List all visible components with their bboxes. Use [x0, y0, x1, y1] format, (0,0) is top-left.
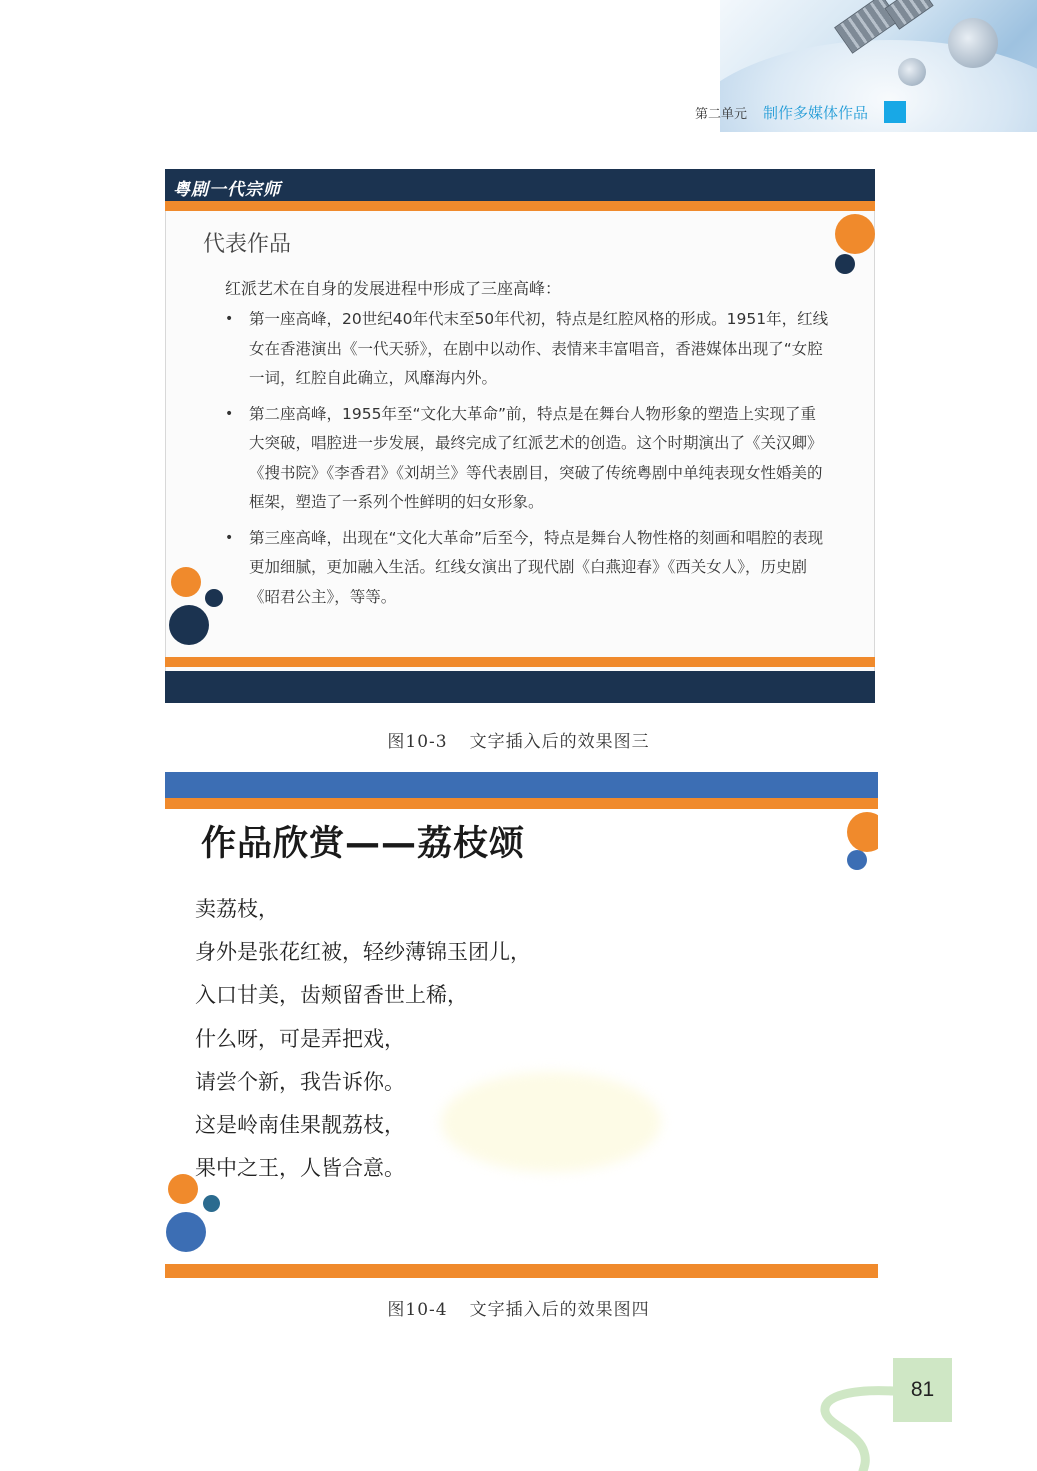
slide-intro: 红派艺术在自身的发展进程中形成了三座高峰：	[225, 279, 562, 298]
decor-circle-teal	[203, 1195, 220, 1212]
poem-line: 请尝个新，我告诉你。	[195, 1069, 405, 1094]
poem-line: 什么呀，可是弄把戏，	[195, 1026, 405, 1051]
figure-caption	[0, 1295, 1037, 1320]
bullet-dot: •	[225, 311, 234, 327]
decor-circle-orange	[835, 214, 875, 254]
bullet-dot: •	[225, 529, 234, 546]
slide-heading: 代表作品	[203, 232, 292, 257]
satellite-dish	[948, 18, 998, 68]
poem-line: 果中之王，人皆合意。	[195, 1156, 405, 1181]
list-item	[221, 524, 831, 613]
satellite-dish	[898, 58, 926, 86]
page-number: 81	[893, 1358, 952, 1422]
decor-circle-orange	[168, 1174, 198, 1204]
page-swirl-decoration	[815, 1385, 895, 1471]
poem-line: 这是岭南佳果靓荔枝，	[195, 1113, 405, 1138]
bullet-text: 第三座高峰，出现在“文化大革命”后至今，特点是舞台人物性格的刻画和唱腔的表现更加细腻，更加融入生活。红线女演出了现代剧《白燕迎春》《西关女人》，历史剧《昭君公主》，等等。	[249, 528, 824, 606]
running-header	[695, 101, 906, 123]
slide-heading: 作品欣赏——荔枝颂	[201, 824, 526, 864]
figure-caption-text: 文字插入后的效果图四	[469, 1300, 650, 1320]
figure-caption-text: 文字插入后的效果图三	[469, 732, 650, 752]
header-square-marker	[884, 101, 906, 123]
figure-number: 图10-3	[387, 732, 448, 752]
bullet-dot: •	[225, 405, 234, 422]
slide-orange-stripe	[165, 201, 875, 211]
figure-number: 图10-4	[387, 1300, 448, 1320]
slide-orange-stripe	[165, 1264, 878, 1278]
poem-line: 卖荔枝，	[195, 897, 279, 921]
slide-brand-title: 粤剧一代宗师	[173, 180, 281, 200]
bullet-text: 第二座高峰，1955年至“文化大革命”前，特点是在舞台人物形象的塑造上实现了重大突破，唱腔进一步发展，最终完成了红派艺术的创造。这个时期演出了《关汉卿》《搜书院》《李香君》《刘胡兰》等代表剧目，突破了传统粤剧中单纯表现女性婚美的框架，塑造了一系列个性鲜明的妇女形象。	[249, 404, 823, 511]
list-item	[221, 305, 831, 394]
slide-figure-10-4	[165, 772, 878, 1278]
unit-label: 第二单元	[695, 106, 748, 122]
poem-line: 入口甘美，齿颊留香世上稀，	[195, 983, 468, 1008]
decor-circle-navy	[205, 589, 223, 607]
slide-top-bar	[165, 772, 878, 798]
slide-bottom-bar	[165, 671, 875, 703]
decor-circle-blue	[166, 1212, 206, 1252]
decor-circle-navy	[169, 605, 209, 645]
poem-lines	[195, 888, 531, 1190]
figure-caption	[0, 727, 1037, 752]
slide-orange-stripe	[165, 798, 878, 809]
poem-line: 身外是张花红被，轻纱薄锦玉团儿，	[195, 940, 531, 965]
unit-title: 制作多媒体作品	[763, 103, 869, 122]
decor-circle-orange	[847, 812, 878, 852]
bullet-text: 第一座高峰，20世纪40年代末至50年代初，特点是红腔风格的形成。1951年，红线女在香港演出《一代天骄》，在剧中以动作、表情来丰富唱音，香港媒体出现了“女腔一词，红腔自此确立，风靡海内外。	[249, 310, 829, 387]
decor-circle-orange	[171, 567, 201, 597]
bullet-list	[221, 305, 831, 618]
slide-figure-10-3	[165, 169, 875, 703]
list-item	[221, 400, 831, 518]
decor-circle-blue	[847, 850, 867, 870]
decor-circle-navy	[835, 254, 855, 274]
slide-orange-stripe	[165, 657, 875, 667]
